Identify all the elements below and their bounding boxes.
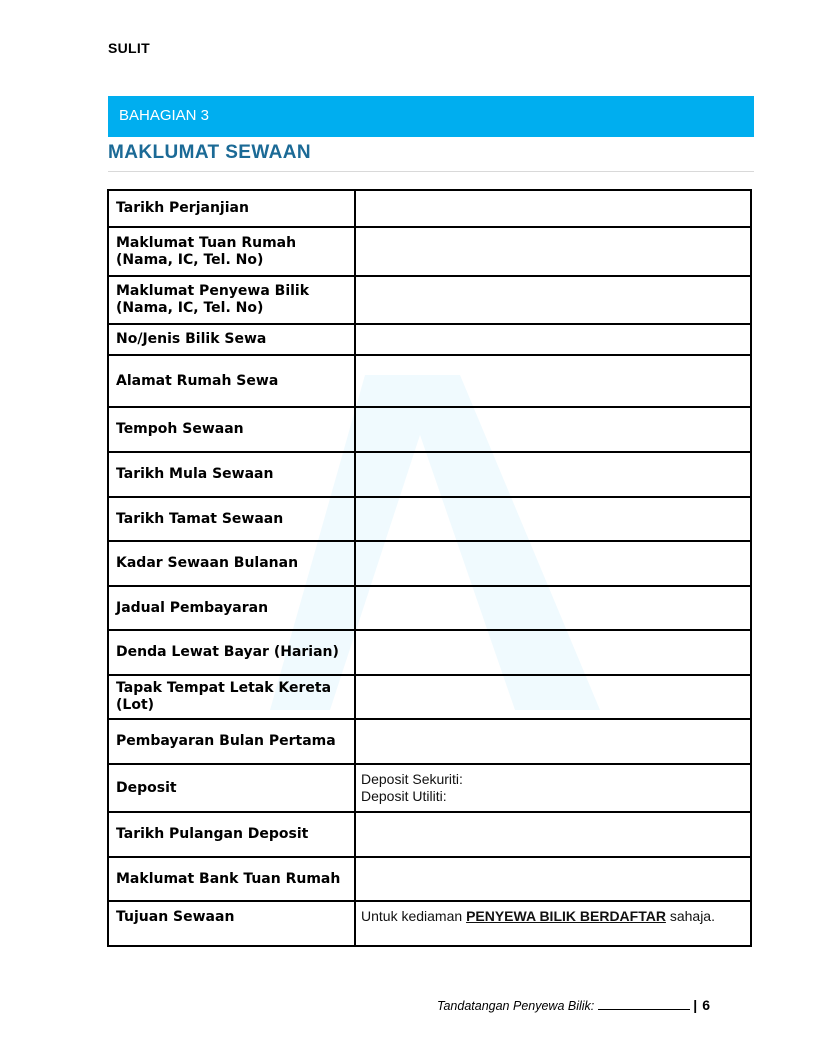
row-value-field[interactable] — [355, 812, 751, 857]
row-value-field[interactable] — [355, 190, 751, 227]
signature-label: Tandatangan Penyewa Bilik: — [436, 999, 595, 1013]
table-row — [108, 190, 751, 227]
page-footer — [437, 997, 710, 1013]
row-value-field[interactable] — [355, 497, 751, 541]
row-label: No/Jenis Bilik Sewa — [108, 324, 355, 355]
row-value-field[interactable] — [355, 227, 751, 276]
purpose-suffix: sahaja. — [665, 908, 715, 924]
row-label: Tarikh Pulangan Deposit — [108, 812, 355, 857]
row-value-field[interactable] — [355, 857, 751, 901]
row-label: Tarikh Mula Sewaan — [108, 452, 355, 497]
table-row — [108, 764, 751, 812]
row-value-field[interactable] — [355, 276, 751, 324]
table-row — [108, 276, 751, 324]
signature-line[interactable] — [598, 997, 690, 1010]
purpose-emphasis: PENYEWA BILIK BERDAFTAR — [466, 908, 666, 924]
table-row — [108, 541, 751, 586]
table-row — [108, 497, 751, 541]
row-label: Kadar Sewaan Bulanan — [108, 541, 355, 586]
row-label: Tujuan Sewaan — [108, 901, 355, 946]
row-label: Maklumat Bank Tuan Rumah — [108, 857, 355, 901]
row-label: Alamat Rumah Sewa — [108, 355, 355, 407]
table-row — [108, 630, 751, 675]
purpose-prefix: Untuk kediaman — [361, 908, 467, 924]
row-label: Denda Lewat Bayar (Harian) — [108, 630, 355, 675]
row-label: Maklumat Penyewa Bilik (Nama, IC, Tel. No) — [108, 276, 355, 324]
table-row — [108, 586, 751, 630]
row-label: Maklumat Tuan Rumah (Nama, IC, Tel. No) — [108, 227, 355, 276]
purpose-value — [355, 901, 751, 946]
row-value-field[interactable] — [355, 407, 751, 452]
classification-label: SULIT — [108, 40, 150, 56]
table-row — [108, 675, 751, 719]
table-row — [108, 452, 751, 497]
table-row — [108, 324, 751, 355]
row-value-field[interactable] — [355, 675, 751, 719]
row-value-field[interactable] — [355, 355, 751, 407]
title-divider — [108, 171, 754, 172]
row-label: Tarikh Perjanjian — [108, 190, 355, 227]
section-title: MAKLUMAT SEWAAN — [108, 142, 312, 163]
row-value-field[interactable] — [355, 452, 751, 497]
table-row — [108, 901, 751, 946]
row-value-field[interactable] — [355, 324, 751, 355]
table-row — [108, 719, 751, 764]
row-label: Tempoh Sewaan — [108, 407, 355, 452]
row-label: Pembayaran Bulan Pertama — [108, 719, 355, 764]
table-row — [108, 227, 751, 276]
deposit-security-label: Deposit Sekuriti: — [361, 771, 463, 787]
table-row — [108, 407, 751, 452]
page-number: 6 — [702, 997, 710, 1013]
row-value-field[interactable] — [355, 586, 751, 630]
table-row — [108, 857, 751, 901]
row-label: Tapak Tempat Letak Kereta (Lot) — [108, 675, 355, 719]
row-value-field[interactable] — [355, 630, 751, 675]
section-bar: BAHAGIAN 3 — [108, 96, 754, 137]
row-label: Jadual Pembayaran — [108, 586, 355, 630]
table-row — [108, 812, 751, 857]
footer-separator: | — [693, 997, 698, 1013]
row-label: Deposit — [108, 764, 355, 812]
table-row — [108, 355, 751, 407]
row-label: Tarikh Tamat Sewaan — [108, 497, 355, 541]
row-value-field[interactable] — [355, 541, 751, 586]
row-value-field[interactable] — [355, 719, 751, 764]
rental-info-table — [107, 189, 752, 947]
deposit-utility-label: Deposit Utiliti: — [361, 788, 447, 804]
deposit-value-field[interactable] — [355, 764, 751, 812]
